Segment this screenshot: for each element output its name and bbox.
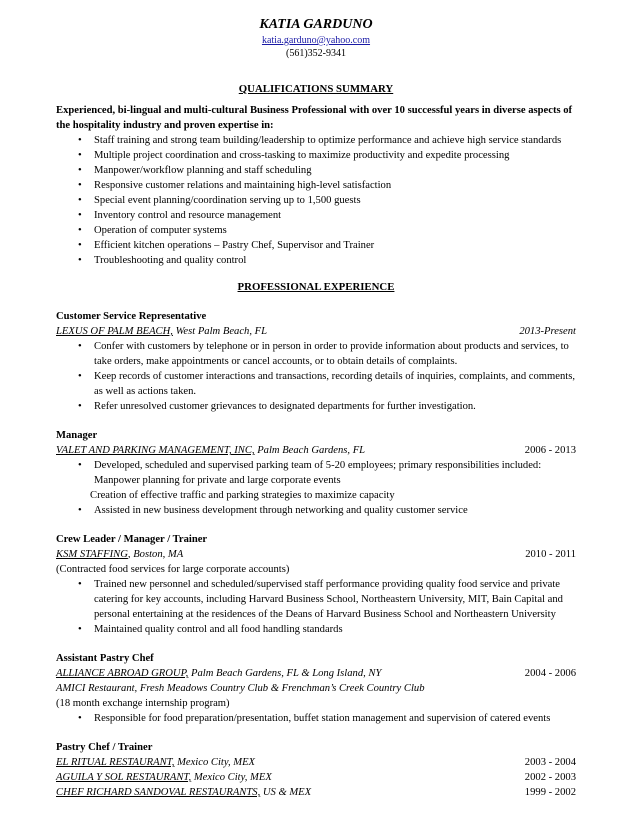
list-item: • Efficient kitchen operations – Pastry Chef, Supervisor and Trainer	[56, 238, 576, 253]
employer-location: West Palm Beach, FL	[172, 326, 267, 337]
list-item: • Manpower/workflow planning and staff scheduling	[56, 163, 576, 178]
job-employer-row	[56, 666, 576, 681]
job-employer-row	[56, 770, 576, 785]
employer-location: , Boston, MA	[127, 549, 184, 560]
list-item: • Special event planning/coordination serving up to 1,500 guests	[56, 193, 576, 208]
employer-name: LEXUS OF PALM BEACH,	[56, 326, 173, 337]
job-dates: 2006 - 2013	[524, 445, 576, 456]
job-entry	[56, 309, 576, 414]
job-title: Manager	[56, 430, 98, 441]
list-item: • Developed, scheduled and supervised parking team of 5-20 employees; primary responsibilities included:	[56, 458, 576, 473]
employer-name: CHEF RICHARD SANDOVAL RESTAURANTS,	[56, 787, 261, 798]
job-venues: AMICI Restaurant, Fresh Meadows Country Club & Frenchman’s Creek Country Club	[56, 683, 425, 694]
job-title: Customer Service Representative	[56, 311, 207, 322]
job-dates: 2002 - 2003	[524, 772, 576, 783]
sub-duty: Creation of effective traffic and parking strategies to maximize capacity	[90, 490, 395, 501]
candidate-name: KATIA GARDUNO	[259, 17, 373, 32]
job-employer-row	[56, 443, 576, 458]
job-note: (Contracted food services for large corporate accounts)	[56, 564, 290, 575]
job-entry	[56, 532, 576, 637]
job-title: Crew Leader / Manager / Trainer	[56, 534, 208, 545]
list-item: • Confer with customers by telephone or in person in order to provide information about products and services, to take orders, make appointments or cancel accounts, or to obtain details of complaints.	[56, 339, 576, 369]
section-title-qualifications: QUALIFICATIONS SUMMARY	[238, 83, 394, 95]
phone-number: (561)352-9341	[286, 48, 346, 59]
job-entry	[56, 740, 576, 800]
job-title: Assistant Pastry Chef	[56, 653, 154, 664]
list-item: • Keep records of customer interactions and transactions, recording details of inquiries, complaints, and comments, as well as actions taken.	[56, 369, 576, 399]
employer-name: AGUILA Y SOL RESTAURANT,	[56, 772, 192, 783]
job-duties	[56, 503, 576, 518]
list-item: • Operation of computer systems	[56, 223, 576, 238]
qualifications-list	[56, 133, 576, 268]
job-dates: 2013-Present	[519, 326, 576, 337]
job-dates: 2004 - 2006	[524, 668, 576, 679]
employer-location: US & MEX	[260, 787, 312, 798]
list-item: • Maintained quality control and all food handling standards	[56, 622, 576, 637]
list-item: • Trained new personnel and scheduled/supervised staff performance providing quality food service and private catering for key accounts, including Harvard Business School, Northeastern University, MIT, Bain Capital and personal entertaining at the residences of the Deans of Harvard Business School and Northeastern University	[56, 577, 576, 622]
employer-location: Palm Beach Gardens, FL	[254, 445, 366, 456]
job-entry	[56, 651, 576, 726]
employer-name: VALET AND PARKING MANAGEMENT, INC,	[56, 445, 255, 456]
employer-location: Palm Beach Gardens, FL & Long Island, NY	[188, 668, 382, 679]
employer-location: Mexico City, MEX	[174, 757, 256, 768]
job-employer-row	[56, 755, 576, 770]
summary-intro: Experienced, bi-lingual and multi-cultural Business Professional with over 10 successful years in diverse aspects of the hospitality industry and proven expertise in:	[56, 105, 573, 131]
employer-name: KSM STAFFING	[56, 549, 128, 560]
list-item: • Multiple project coordination and cross-tasking to maximize productivity and expedite processing	[56, 148, 576, 163]
list-item: • Refer unresolved customer grievances to designated departments for further investigation.	[56, 399, 576, 414]
job-employer-row	[56, 785, 576, 800]
job-duties	[56, 339, 576, 414]
section-title-experience: PROFESSIONAL EXPERIENCE	[237, 281, 395, 293]
email-link[interactable]: katia.garduno@yahoo.com	[261, 35, 371, 46]
sub-duty: Manpower planning for private and large corporate events	[94, 475, 341, 486]
job-entry	[56, 428, 576, 518]
job-duties	[56, 577, 576, 637]
list-item: • Inventory control and resource management	[56, 208, 576, 223]
employer-location: Mexico City, MEX	[191, 772, 272, 783]
job-employer-row	[56, 547, 576, 562]
resume-page	[56, 14, 576, 800]
employer-name: ALLIANCE ABROAD GROUP,	[56, 668, 189, 679]
job-duties	[56, 711, 576, 726]
list-item: • Responsive customer relations and maintaining high-level satisfaction	[56, 178, 576, 193]
list-item: • Responsible for food preparation/presentation, buffet station management and supervision of catered events	[56, 711, 576, 726]
job-dates: 2010 - 2011	[525, 549, 576, 560]
list-item: • Assisted in new business development through networking and quality customer service	[56, 503, 576, 518]
job-employer-row	[56, 324, 576, 339]
job-note: (18 month exchange internship program)	[56, 698, 230, 709]
job-title: Pastry Chef / Trainer	[56, 742, 153, 753]
job-dates: 2003 - 2004	[524, 757, 576, 768]
job-dates: 1999 - 2002	[524, 787, 576, 798]
resume-header	[56, 16, 576, 60]
employer-name: EL RITUAL RESTAURANT,	[56, 757, 175, 768]
job-duties	[56, 458, 576, 473]
list-item: • Troubleshooting and quality control	[56, 253, 576, 268]
list-item: • Staff training and strong team building/leadership to optimize performance and achieve high service standards	[56, 133, 576, 148]
